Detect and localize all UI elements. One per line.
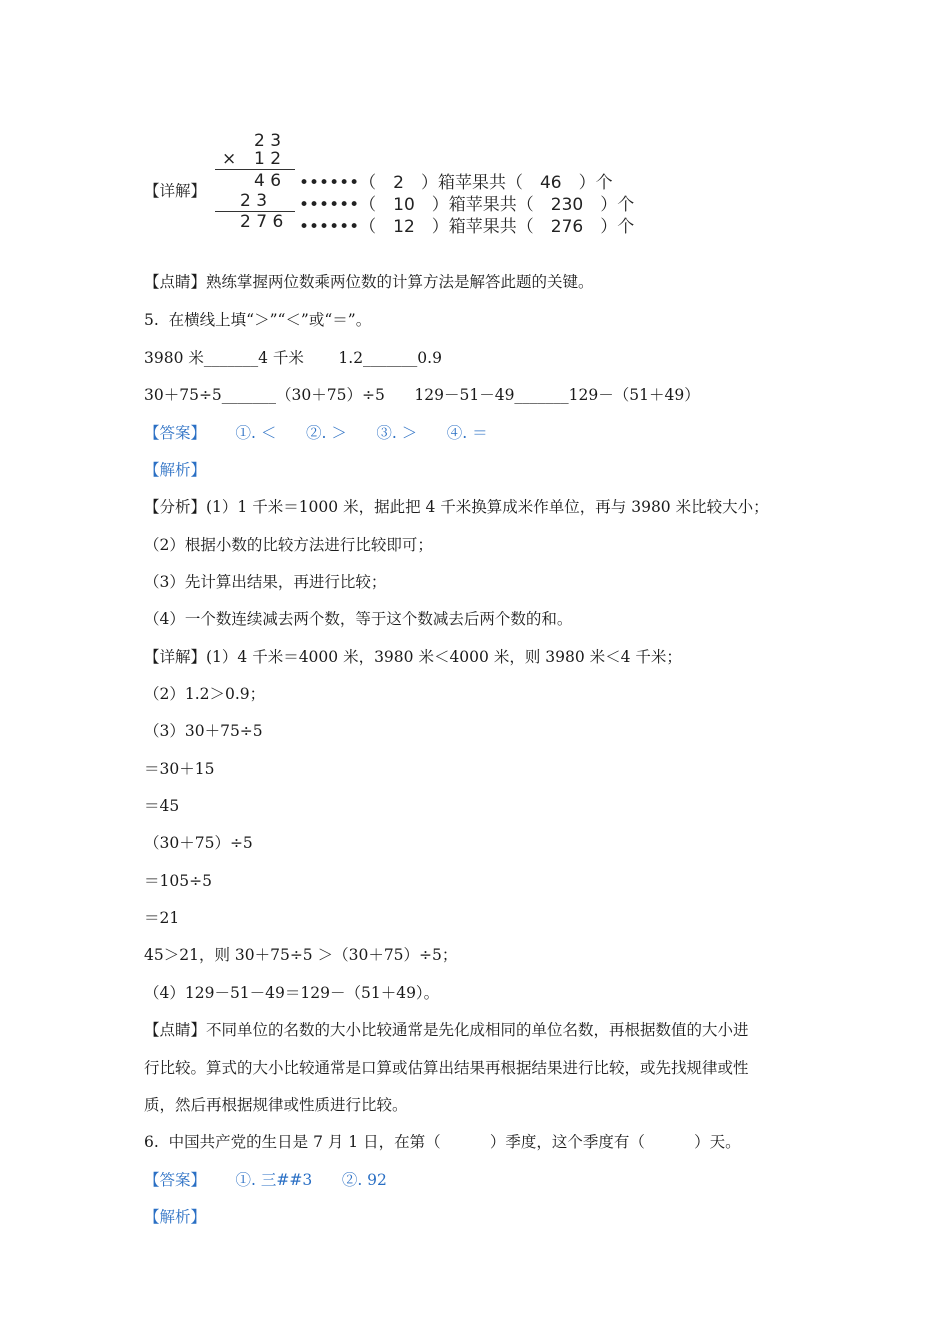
key-point-2-b: 行比较。算式的大小比较通常是口算或估算出结果再根据结果进行比较，或先找规律或性 (144, 1059, 749, 1077)
detail-2: （2）1.2＞0.9； (144, 685, 266, 703)
q5-row-2: 30＋75÷5_______（30＋75）÷5 129－51－49_______129－（51＋49） (144, 386, 700, 404)
detail-9: 45＞21，则 30＋75÷5 ＞（30＋75）÷5； (144, 946, 458, 964)
analysis-label-5: 【解析】 (144, 461, 207, 479)
rule-top (215, 169, 295, 170)
analysis-4: （4）一个数连续减去两个数，等于这个数减去后两个数的和。 (144, 610, 573, 628)
final-product: 2 7 6 (240, 212, 284, 232)
question-6: 6. 中国共产党的生日是 7 月 1 日，在第（ ）季度，这个季度有（ ）天。 (144, 1133, 741, 1151)
multiplicand: 2 3 (254, 131, 282, 151)
key-point-1: 【点睛】熟练掌握两位数乘两位数的计算方法是解答此题的关键。 (144, 273, 594, 291)
detail-4: ＝30＋15 (144, 760, 215, 778)
detail-label: 【详解】 (144, 182, 207, 200)
analysis-3: （3）先计算出结果，再进行比较； (144, 573, 387, 591)
detail-10: （4）129－51－49＝129－（51＋49）。 (144, 984, 440, 1002)
multiplier: 1 2 (254, 149, 282, 169)
calc-row-2: ••••••（ 10 ）箱苹果共（ 230 ）个 (299, 195, 635, 215)
calc-row-1: ••••••（ 2 ）箱苹果共（ 46 ）个 (299, 173, 613, 193)
partial-product-1: 4 6 (254, 171, 282, 191)
detail-1: 【详解】(1）4 千米＝4000 米，3980 米＜4000 米，则 3980 米＜4 千米； (144, 648, 682, 666)
analysis-2: （2）根据小数的比较方法进行比较即可； (144, 536, 433, 554)
detail-6: （30＋75）÷5 (144, 834, 253, 852)
partial-product-2: 2 3 (240, 191, 268, 211)
detail-5: ＝45 (144, 797, 180, 815)
detail-3: （3）30＋75÷5 (144, 722, 263, 740)
question-5: 5. 在横线上填“＞”“＜”或“＝”。 (144, 311, 372, 329)
answer-6: 【答案】 ①. 三##3 ②. 92 (144, 1171, 387, 1189)
answer-5: 【答案】 ①. ＜ ②. ＞ ③. ＞ ④. ＝ (144, 424, 488, 442)
analysis-1: 【分析】(1）1 千米＝1000 米，据此把 4 千米换算成米作单位，再与 3980 米比较大小； (144, 498, 769, 516)
times-sign: × (222, 149, 237, 169)
detail-8: ＝21 (144, 909, 180, 927)
analysis-label-6: 【解析】 (144, 1208, 207, 1226)
q5-row-1: 3980 米_______4 千米 1.2_______0.9 (144, 349, 442, 367)
key-point-2-c: 质，然后再根据规律或性质进行比较。 (144, 1096, 408, 1114)
calc-row-3: ••••••（ 12 ）箱苹果共（ 276 ）个 (299, 217, 635, 237)
key-point-2-a: 【点睛】不同单位的名数的大小比较通常是先化成相同的单位名数，再根据数值的大小进 (144, 1021, 749, 1039)
detail-7: ＝105÷5 (144, 872, 212, 890)
